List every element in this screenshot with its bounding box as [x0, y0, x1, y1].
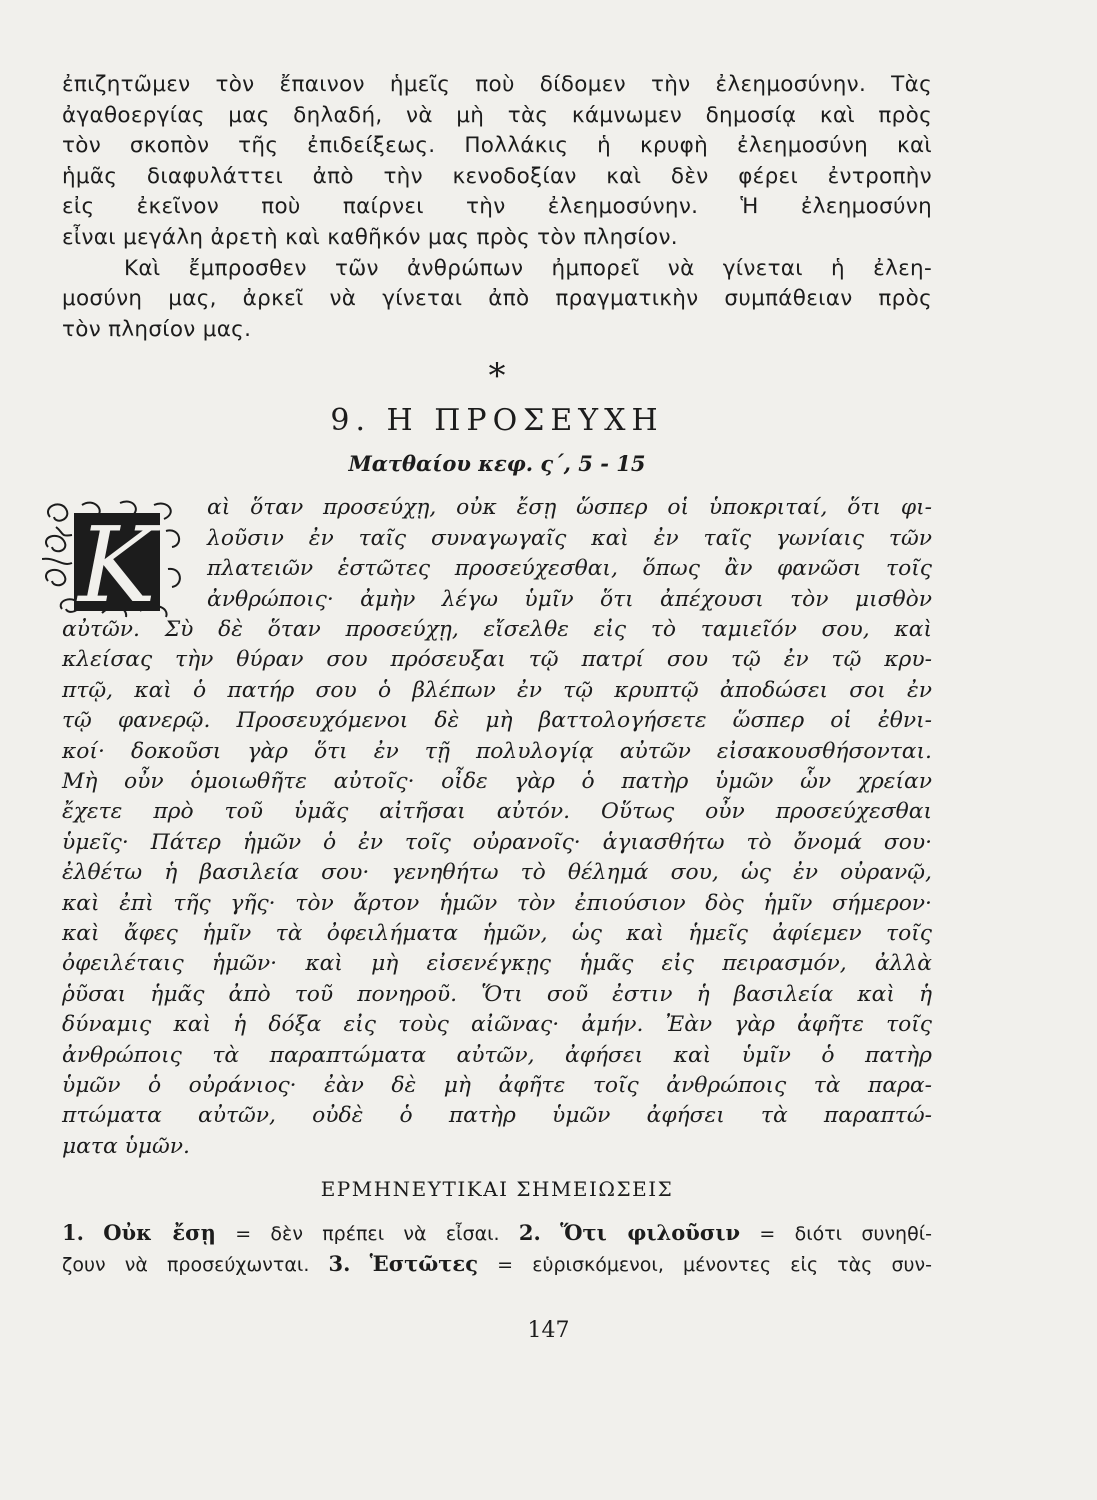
note-term: Ὅτι φιλοῦσιν: [560, 1220, 741, 1246]
text-line: ἔχετε πρὸ τοῦ ὑμᾶς αἰτῆσαι αὐτόν. Οὕτως οὖν προσεύχεσθαι: [62, 799, 932, 825]
note-term: Οὐκ ἔσῃ: [103, 1220, 216, 1246]
text-line: ἐλθέτω ἡ βασιλεία σου· γενηθήτω τὸ θέλημά σου, ὡς ἐν οὐρανῷ,: [62, 860, 932, 886]
text-line: τῷ φανερῷ. Προσευχόμενοι δὲ μὴ βαττολογήσετε ὥσπερ οἱ ἐθνι-: [62, 708, 932, 734]
note-number: 3.: [328, 1251, 351, 1277]
text-line: ἐπιζητῶμεν τὸν ἔπαινον ἡμεῖς ποὺ δίδομεν τὴν ἐλεημοσύνην. Τὰς: [62, 72, 932, 97]
text-line: ὀφειλέταις ἡμῶν· καὶ μὴ εἰσενέγκῃς ἡμᾶς εἰς πειρασμόν, ἀλλὰ: [62, 951, 932, 977]
text-line: μοσύνη μας, ἀρκεῖ νὰ γίνεται ἀπὸ πραγματικὴν συμπάθειαν πρὸς: [62, 286, 932, 312]
text-line: εἰς ἐκεῖνον ποὺ παίρνει τὴν ἐλεημοσύνην. Ἡ ἐλεημοσύνη: [62, 194, 932, 220]
note-number: 2.: [518, 1220, 541, 1246]
text-line: πλατειῶν ἑστῶτες προσεύχεσθαι, ὅπως ἂν φανῶσι τοῖς: [207, 556, 932, 582]
text-line: ἀγαθοεργίας μας δηλαδή, νὰ μὴ τὰς κάμνωμεν δημοσίᾳ καὶ πρὸς: [62, 102, 932, 128]
text-line: Καὶ ἔμπροσθεν τῶν ἀνθρώπων ἠμπορεῖ νὰ γίνεται ἡ ἐλεη-: [124, 255, 932, 281]
text-line: ἀνθρώποις τὰ παραπτώματα αὐτῶν, ἀφήσει καὶ ὑμῖν ὁ πατὴρ: [62, 1042, 932, 1068]
text-line: κοί· δοκοῦσι γὰρ ὅτι ἐν τῇ πολυλογίᾳ αὐτῶν εἰσακουσθήσονται.: [62, 738, 932, 764]
notes-body: [62, 1218, 932, 1280]
text-line: δύναμις καὶ ἡ δόξα εἰς τοὺς αἰῶνας· ἀμήν. Ἐὰν γὰρ ἀφῆτε τοῖς: [62, 1012, 932, 1038]
intro-paragraph-2: [62, 254, 932, 346]
text-line: ματα ὑμῶν.: [62, 1133, 190, 1159]
asterisk-separator: *: [488, 356, 506, 397]
text-line: λοῦσιν ἐν ταῖς συναγωγαῖς καὶ ἐν ταῖς γωνίαις τῶν: [207, 525, 932, 551]
ornamental-dropcap-icon: [42, 497, 186, 619]
notes-line: [62, 1249, 932, 1280]
text-line: πτώματα αὐτῶν, οὐδὲ ὁ πατὴρ ὑμῶν ἀφήσει τὰ παραπτώ-: [62, 1103, 932, 1129]
text-line: αὐτῶν. Σὺ δὲ ὅταν προσεύχῃ, εἴσελθε εἰς τὸ ταμιεῖόν σου, καὶ: [62, 616, 932, 642]
text-line: καὶ ἐπὶ τῆς γῆς· τὸν ἄρτον ἡμῶν τὸν ἐπιούσιον δὸς ἡμῖν σήμερον·: [62, 890, 932, 916]
text-line: τὸν πλησίον μας.: [62, 316, 252, 342]
text-line: αὶ ὅταν προσεύχῃ, οὐκ ἔσῃ ὥσπερ οἱ ὑποκριταί, ὅτι φι-: [207, 495, 932, 521]
intro-paragraph-1: [62, 70, 932, 254]
notes-line: [62, 1218, 932, 1249]
text-line: ῥῦσαι ἡμᾶς ἀπὸ τοῦ πονηροῦ. Ὅτι σοῦ ἐστιν ἡ βασιλεία καὶ ἡ: [62, 981, 932, 1007]
book-page: [62, 70, 932, 1280]
notes-heading: ΕΡΜΗΝΕΥΤΙΚΑΙ ΣΗΜΕΙΩΣΕΙΣ: [320, 1177, 674, 1202]
text-line: ἀνθρώποις· ἀμὴν λέγω ὑμῖν ὅτι ἀπέχουσι τὸν μισθὸν: [207, 586, 932, 612]
text-line: πτῷ, καὶ ὁ πατήρ σου ὁ βλέπων ἐν τῷ κρυπτῷ ἀποδώσει σοι ἐν: [62, 677, 932, 703]
text-line: τὸν σκοπὸν τῆς ἐπιδείξεως. Πολλάκις ἡ κρυφὴ ἐλεημοσύνη καὶ: [62, 133, 932, 159]
note-term: Ἑστῶτες: [369, 1251, 478, 1277]
note-definition: = διότι συνηθί-: [759, 1223, 933, 1246]
dropcap-letter: K: [78, 504, 156, 620]
text-line: εἶναι μεγάλη ἀρετὴ καὶ καθῆκόν μας πρὸς τὸν πλησίον.: [62, 224, 678, 250]
text-line: ἡμᾶς διαφυλάττει ἀπὸ τὴν κενοδοξίαν καὶ δὲν φέρει ἐντροπὴν: [62, 163, 932, 189]
text-line: Μὴ οὖν ὁμοιωθῆτε αὐτοῖς· οἶδε γὰρ ὁ πατὴρ ὑμῶν ὧν χρείαν: [62, 769, 932, 794]
text-line: ὑμῶν ὁ οὐράνιος· ἐὰν δὲ μὴ ἀφῆτε τοῖς ἀνθρώποις τὰ παρα-: [62, 1073, 932, 1099]
note-number: 1.: [62, 1220, 84, 1246]
gospel-text: [62, 493, 932, 1162]
note-definition: = δὲν πρέπει νὰ εἶσαι.: [235, 1223, 500, 1246]
text-line: κλείσας τὴν θύραν σου πρόσευξαι τῷ πατρί σου τῷ ἐν τῷ κρυ-: [62, 647, 932, 673]
page-number: 147: [527, 1318, 570, 1343]
text-line: καὶ ἄφες ἡμῖν τὰ ὀφειλήματα ἡμῶν, ὡς καὶ ἡμεῖς ἀφίεμεν τοῖς: [62, 921, 932, 947]
scripture-reference: Ματθαίου κεφ. ς΄, 5 - 15: [348, 451, 646, 477]
note-definition: ζουν νὰ προσεύχωνται.: [62, 1254, 310, 1277]
note-definition: = εὑρισκόμενοι, μένοντες εἰς τὰς συν-: [497, 1254, 933, 1277]
text-line: ὑμεῖς· Πάτερ ἡμῶν ὁ ἐν τοῖς οὐρανοῖς· ἁγιασθήτω τὸ ὄνομά σου·: [62, 829, 932, 855]
chapter-title: 9. Η ΠΡΟΣΕΥΧΗ: [330, 403, 664, 439]
